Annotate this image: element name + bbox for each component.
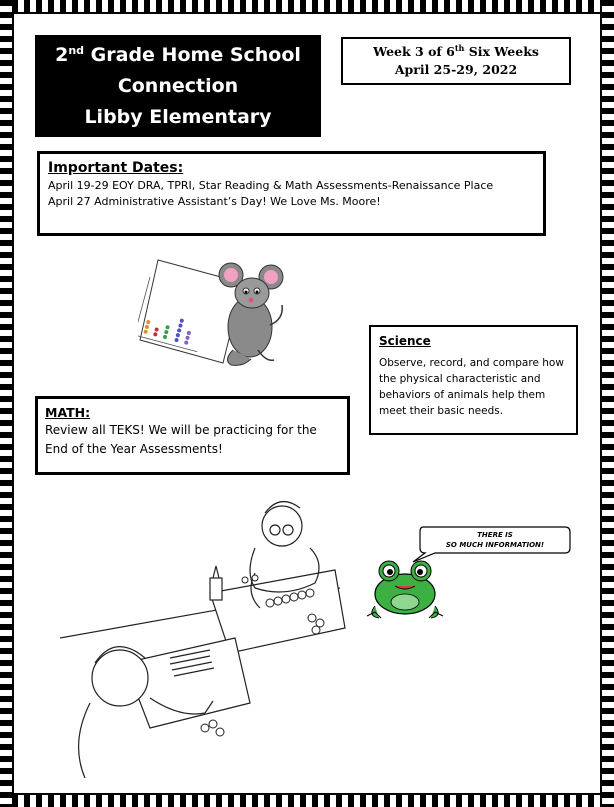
- border-right: [602, 0, 614, 807]
- science-line: behaviors of animals help them: [379, 389, 546, 401]
- math-box: [35, 396, 350, 475]
- newsletter-title: [35, 35, 321, 137]
- frog-bubble-line-2: SO MUCH INFORMATION!: [445, 541, 545, 549]
- title-line-1: 2nd Grade Home School: [55, 44, 301, 66]
- border-top: [0, 0, 614, 12]
- math-line: End of the Year Assessments!: [45, 442, 223, 456]
- science-line: meet their basic needs.: [379, 405, 504, 417]
- mouse-chart-illustration: [138, 255, 288, 370]
- important-date-line: April 27 Administrative Assistant’s Day! We Love Ms. Moore!: [48, 195, 381, 208]
- frog-bubble-line-1: THERE IS: [477, 531, 513, 539]
- week-dates: April 25-29, 2022: [394, 62, 518, 77]
- title-line-3: Libby Elementary: [84, 106, 272, 128]
- border-bottom: [0, 795, 614, 807]
- title-line-2: Connection: [117, 75, 239, 97]
- important-date-line: April 19-29 EOY DRA, TPRI, Star Reading & Math Assessments-Renaissance Place: [48, 179, 494, 192]
- children-studying-illustration: [60, 488, 350, 778]
- science-heading: Science: [379, 334, 431, 348]
- science-line: Observe, record, and compare how: [379, 357, 564, 369]
- important-dates-box: [37, 151, 546, 236]
- math-heading: MATH:: [45, 405, 91, 420]
- important-dates-heading: Important Dates:: [48, 160, 184, 176]
- week-box: [341, 37, 571, 85]
- border-left: [0, 0, 12, 807]
- science-box: [369, 325, 578, 435]
- frog-illustration: [365, 524, 575, 624]
- math-line: Review all TEKS! We will be practicing for the: [45, 423, 317, 437]
- science-line: the physical characteristic and: [379, 373, 541, 385]
- week-label: Week 3 of 6th Six Weeks: [373, 43, 539, 59]
